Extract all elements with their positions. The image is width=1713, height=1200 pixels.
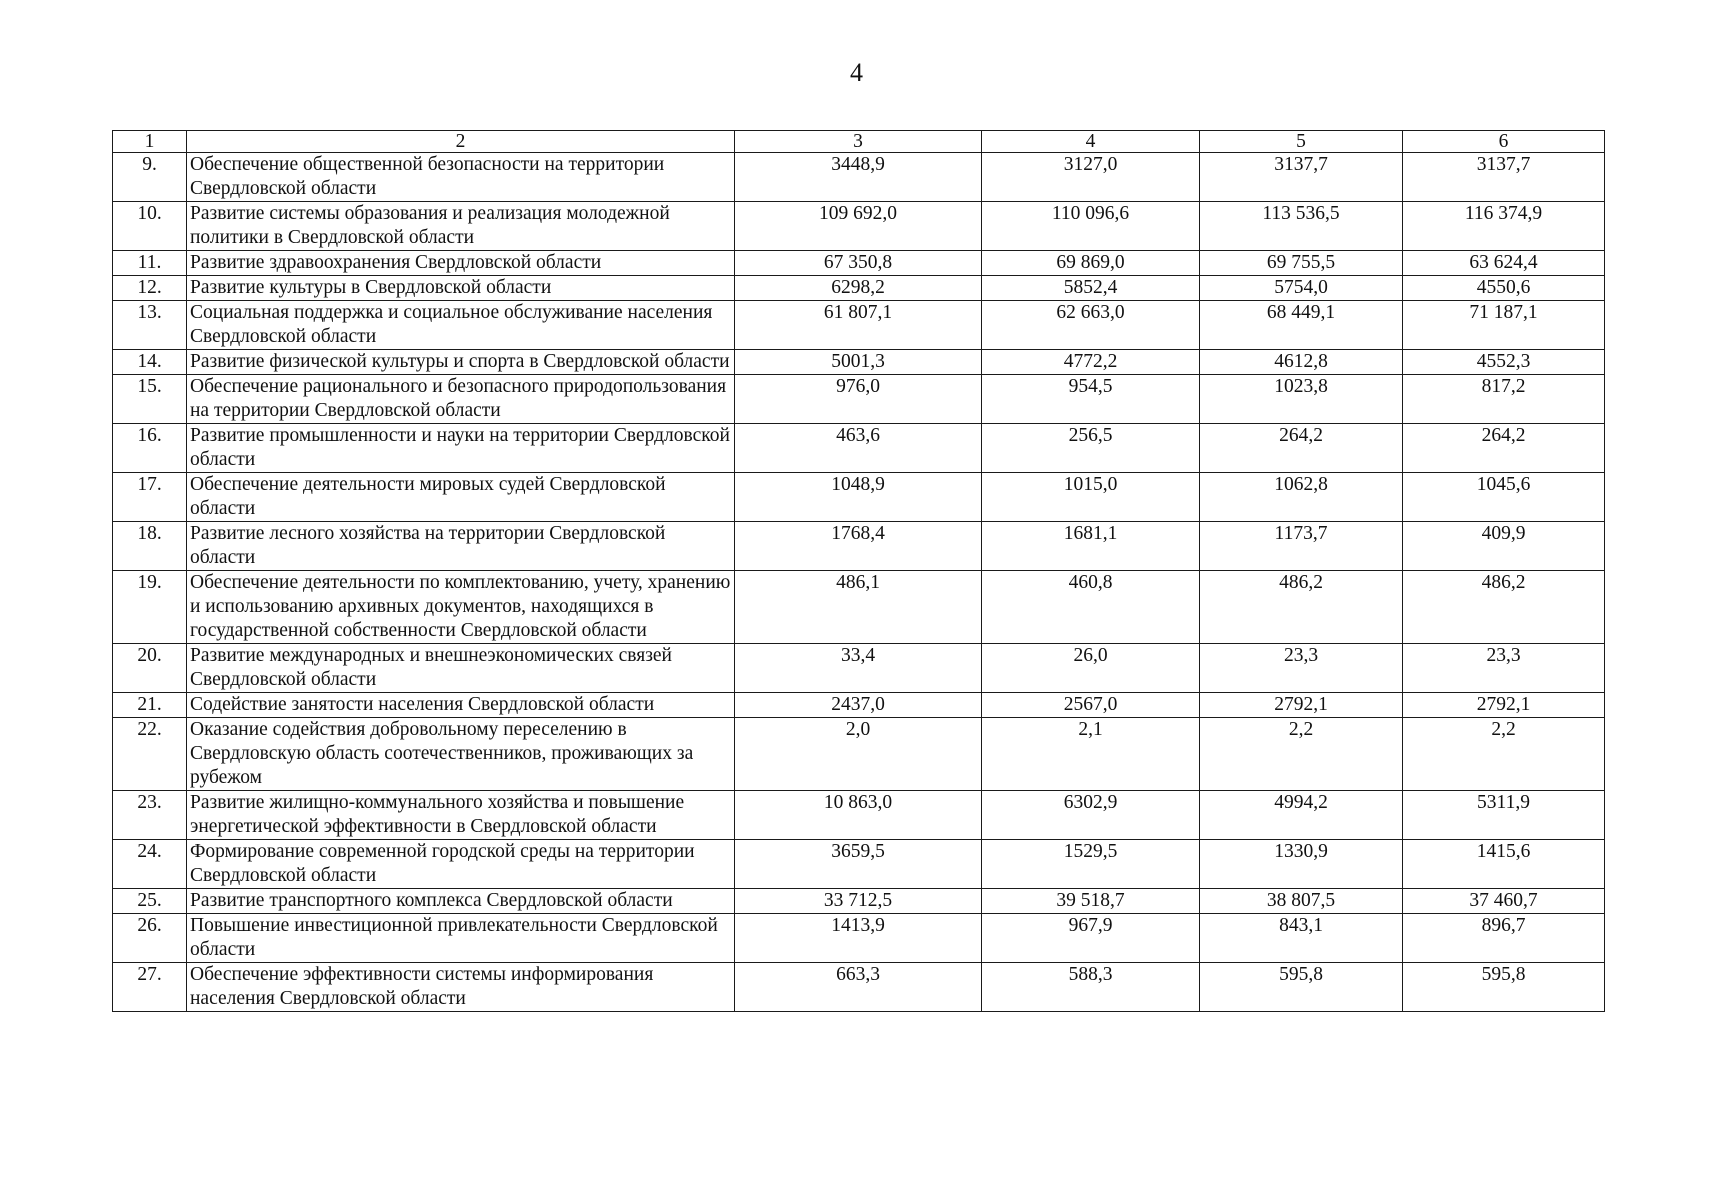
- program-name-cell: Развитие международных и внешнеэкономических связей Свердловской области: [187, 644, 735, 693]
- row-number-cell: 15.: [113, 375, 187, 424]
- value-cell-col3: 976,0: [735, 375, 982, 424]
- value-cell-col6: 23,3: [1403, 644, 1605, 693]
- row-number-cell: 17.: [113, 473, 187, 522]
- value-cell-col3: 3448,9: [735, 153, 982, 202]
- value-cell-col5: 1023,8: [1200, 375, 1403, 424]
- value-cell-col3: 2437,0: [735, 693, 982, 718]
- value-cell-col4: 3127,0: [982, 153, 1200, 202]
- program-name-cell: Развитие жилищно-коммунального хозяйства и повышение энергетической эффективности в Свердловской области: [187, 791, 735, 840]
- table-row: [113, 889, 1605, 914]
- value-cell-col3: 2,0: [735, 718, 982, 791]
- row-number-cell: 18.: [113, 522, 187, 571]
- program-name-cell: Обеспечение общественной безопасности на территории Свердловской области: [187, 153, 735, 202]
- value-cell-col5: 68 449,1: [1200, 301, 1403, 350]
- value-cell-col5: 69 755,5: [1200, 251, 1403, 276]
- value-cell-col3: 5001,3: [735, 350, 982, 375]
- value-cell-col5: 2,2: [1200, 718, 1403, 791]
- value-cell-col5: 5754,0: [1200, 276, 1403, 301]
- table-row: [113, 522, 1605, 571]
- value-cell-col4: 4772,2: [982, 350, 1200, 375]
- table-row: [113, 840, 1605, 889]
- table-row: [113, 718, 1605, 791]
- value-cell-col4: 967,9: [982, 914, 1200, 963]
- row-number-cell: 24.: [113, 840, 187, 889]
- value-cell-col6: 1415,6: [1403, 840, 1605, 889]
- value-cell-col4: 5852,4: [982, 276, 1200, 301]
- value-cell-col4: 6302,9: [982, 791, 1200, 840]
- table-row: [113, 644, 1605, 693]
- page-number: 4: [850, 58, 863, 87]
- program-name-cell: Развитие транспортного комплекса Свердловской области: [187, 889, 735, 914]
- program-name-cell: Развитие системы образования и реализация молодежной политики в Свердловской области: [187, 202, 735, 251]
- value-cell-col4: 1529,5: [982, 840, 1200, 889]
- program-name-cell: Формирование современной городской среды на территории Свердловской области: [187, 840, 735, 889]
- value-cell-col3: 463,6: [735, 424, 982, 473]
- row-number-cell: 9.: [113, 153, 187, 202]
- table-row: [113, 473, 1605, 522]
- value-cell-col4: 1015,0: [982, 473, 1200, 522]
- value-cell-col4: 39 518,7: [982, 889, 1200, 914]
- table-row: [113, 375, 1605, 424]
- row-number-cell: 19.: [113, 571, 187, 644]
- column-number-cell: 1: [113, 131, 187, 153]
- table-row: [113, 153, 1605, 202]
- program-name-cell: Развитие здравоохранения Свердловской области: [187, 251, 735, 276]
- value-cell-col3: 33 712,5: [735, 889, 982, 914]
- value-cell-col4: 110 096,6: [982, 202, 1200, 251]
- value-cell-col4: 26,0: [982, 644, 1200, 693]
- program-name-cell: Развитие физической культуры и спорта в Свердловской области: [187, 350, 735, 375]
- row-number-cell: 16.: [113, 424, 187, 473]
- row-number-cell: 11.: [113, 251, 187, 276]
- value-cell-col6: 595,8: [1403, 963, 1605, 1012]
- value-cell-col6: 896,7: [1403, 914, 1605, 963]
- value-cell-col6: 5311,9: [1403, 791, 1605, 840]
- budget-table: [112, 130, 1605, 1012]
- value-cell-col3: 67 350,8: [735, 251, 982, 276]
- row-number-cell: 13.: [113, 301, 187, 350]
- row-number-cell: 21.: [113, 693, 187, 718]
- value-cell-col6: 116 374,9: [1403, 202, 1605, 251]
- value-cell-col3: 6298,2: [735, 276, 982, 301]
- value-cell-col6: 4550,6: [1403, 276, 1605, 301]
- table-row: [113, 693, 1605, 718]
- table-row: [113, 571, 1605, 644]
- value-cell-col5: 595,8: [1200, 963, 1403, 1012]
- value-cell-col5: 1173,7: [1200, 522, 1403, 571]
- column-number-cell: 5: [1200, 131, 1403, 153]
- column-number-cell: 6: [1403, 131, 1605, 153]
- row-number-cell: 12.: [113, 276, 187, 301]
- program-name-cell: Обеспечение рационального и безопасного природопользования на территории Свердловской области: [187, 375, 735, 424]
- program-name-cell: Обеспечение деятельности мировых судей Свердловской области: [187, 473, 735, 522]
- value-cell-col6: 4552,3: [1403, 350, 1605, 375]
- value-cell-col6: 1045,6: [1403, 473, 1605, 522]
- value-cell-col6: 37 460,7: [1403, 889, 1605, 914]
- value-cell-col6: 486,2: [1403, 571, 1605, 644]
- value-cell-col5: 1330,9: [1200, 840, 1403, 889]
- program-name-cell: Развитие промышленности и науки на территории Свердловской области: [187, 424, 735, 473]
- value-cell-col6: 817,2: [1403, 375, 1605, 424]
- value-cell-col6: 71 187,1: [1403, 301, 1605, 350]
- table-row: [113, 963, 1605, 1012]
- value-cell-col6: 63 624,4: [1403, 251, 1605, 276]
- program-name-cell: Развитие культуры в Свердловской области: [187, 276, 735, 301]
- value-cell-col6: 2,2: [1403, 718, 1605, 791]
- value-cell-col5: 113 536,5: [1200, 202, 1403, 251]
- row-number-cell: 20.: [113, 644, 187, 693]
- table-body: [113, 131, 1605, 1012]
- column-number-row: [113, 131, 1605, 153]
- row-number-cell: 26.: [113, 914, 187, 963]
- value-cell-col4: 588,3: [982, 963, 1200, 1012]
- value-cell-col4: 2,1: [982, 718, 1200, 791]
- row-number-cell: 22.: [113, 718, 187, 791]
- value-cell-col4: 954,5: [982, 375, 1200, 424]
- value-cell-col3: 1768,4: [735, 522, 982, 571]
- value-cell-col4: 460,8: [982, 571, 1200, 644]
- row-number-cell: 23.: [113, 791, 187, 840]
- value-cell-col5: 486,2: [1200, 571, 1403, 644]
- value-cell-col4: 1681,1: [982, 522, 1200, 571]
- value-cell-col5: 264,2: [1200, 424, 1403, 473]
- table-row: [113, 424, 1605, 473]
- value-cell-col3: 663,3: [735, 963, 982, 1012]
- program-name-cell: Содействие занятости населения Свердловской области: [187, 693, 735, 718]
- row-number-cell: 27.: [113, 963, 187, 1012]
- table-row: [113, 251, 1605, 276]
- table-row: [113, 276, 1605, 301]
- program-name-cell: Обеспечение деятельности по комплектованию, учету, хранению и использованию архивных документов, находящихся в государственной собственности Свердловской области: [187, 571, 735, 644]
- value-cell-col3: 109 692,0: [735, 202, 982, 251]
- value-cell-col4: 69 869,0: [982, 251, 1200, 276]
- program-name-cell: Социальная поддержка и социальное обслуживание населения Свердловской области: [187, 301, 735, 350]
- value-cell-col3: 10 863,0: [735, 791, 982, 840]
- value-cell-col5: 3137,7: [1200, 153, 1403, 202]
- value-cell-col3: 33,4: [735, 644, 982, 693]
- column-number-cell: 3: [735, 131, 982, 153]
- column-number-cell: 2: [187, 131, 735, 153]
- value-cell-col3: 1413,9: [735, 914, 982, 963]
- value-cell-col3: 1048,9: [735, 473, 982, 522]
- value-cell-col5: 843,1: [1200, 914, 1403, 963]
- value-cell-col4: 2567,0: [982, 693, 1200, 718]
- value-cell-col6: 3137,7: [1403, 153, 1605, 202]
- value-cell-col6: 409,9: [1403, 522, 1605, 571]
- value-cell-col5: 2792,1: [1200, 693, 1403, 718]
- value-cell-col4: 62 663,0: [982, 301, 1200, 350]
- value-cell-col6: 2792,1: [1403, 693, 1605, 718]
- table-row: [113, 301, 1605, 350]
- row-number-cell: 14.: [113, 350, 187, 375]
- table-row: [113, 350, 1605, 375]
- table-row: [113, 791, 1605, 840]
- program-name-cell: Развитие лесного хозяйства на территории Свердловской области: [187, 522, 735, 571]
- table-row: [113, 914, 1605, 963]
- row-number-cell: 25.: [113, 889, 187, 914]
- program-name-cell: Обеспечение эффективности системы информирования населения Свердловской области: [187, 963, 735, 1012]
- value-cell-col3: 486,1: [735, 571, 982, 644]
- value-cell-col6: 264,2: [1403, 424, 1605, 473]
- value-cell-col5: 38 807,5: [1200, 889, 1403, 914]
- value-cell-col5: 4612,8: [1200, 350, 1403, 375]
- column-number-cell: 4: [982, 131, 1200, 153]
- row-number-cell: 10.: [113, 202, 187, 251]
- value-cell-col3: 3659,5: [735, 840, 982, 889]
- table-row: [113, 202, 1605, 251]
- program-name-cell: Оказание содействия добровольному переселению в Свердловскую область соотечественников, проживающих за рубежом: [187, 718, 735, 791]
- value-cell-col5: 1062,8: [1200, 473, 1403, 522]
- value-cell-col3: 61 807,1: [735, 301, 982, 350]
- program-name-cell: Повышение инвестиционной привлекательности Свердловской области: [187, 914, 735, 963]
- value-cell-col4: 256,5: [982, 424, 1200, 473]
- value-cell-col5: 23,3: [1200, 644, 1403, 693]
- value-cell-col5: 4994,2: [1200, 791, 1403, 840]
